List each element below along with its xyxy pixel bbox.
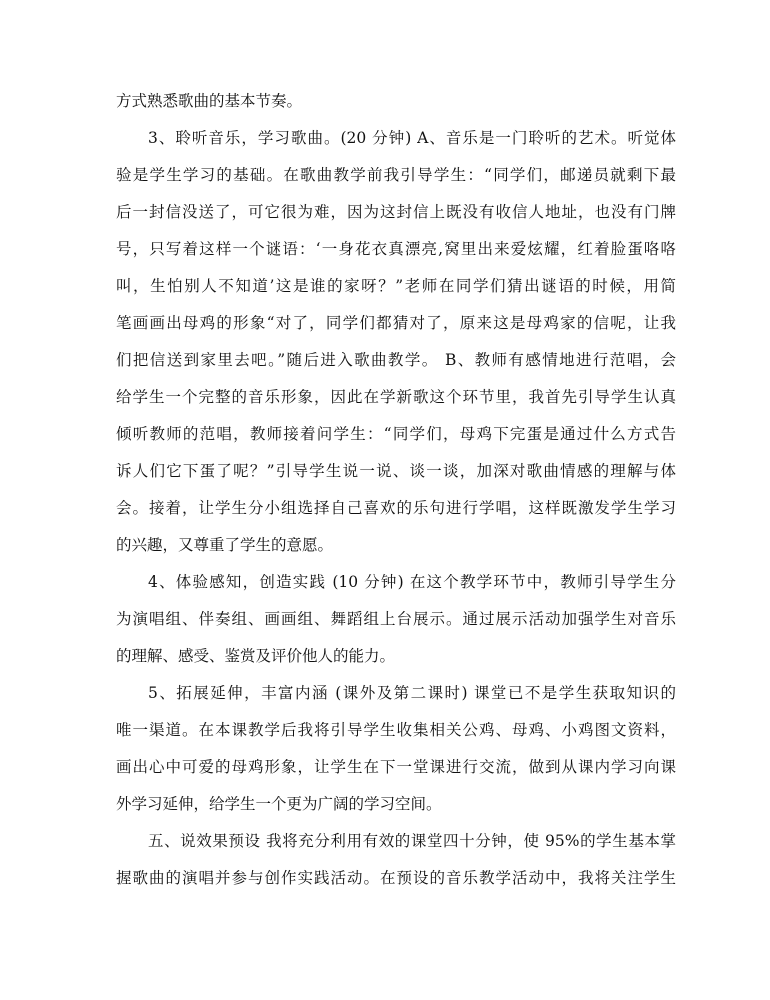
text-line: 4、体验感知，创造实践 (10 分钟) 在这个教学环节中，教师引导学生分 [148,573,676,591]
text-line: 5、拓展延伸，丰富内涵 (课外及第二课时) 课堂已不是学生获取知识的 [148,684,676,702]
text-line: 笔画画出母鸡的形象“对了，同学们都猜对了，原来这是母鸡家的信呢，让我 [116,314,676,332]
text-line: 为演唱组、伴奏组、画画组、舞蹈组上台展示。通过展示活动加强学生对音乐 [116,610,676,628]
text-line: 后一封信没送了，可它很为难，因为这封信上既没有收信人地址，也没有门牌 [116,203,676,221]
text-line: 方式熟悉歌曲的基本节奏。 [116,92,303,110]
text-line: 唯一渠道。在本课教学后我将引导学生收集相关公鸡、母鸡、小鸡图文资料， [116,721,676,739]
text-line: 诉人们它下蛋了呢？”引导学生说一说、谈一谈，加深对歌曲情感的理解与体 [116,462,676,480]
text-line: 验是学生学习的基础。在歌曲教学前我引导学生：“同学们，邮递员就剩下最 [116,166,676,184]
text-line: 3、聆听音乐，学习歌曲。(20 分钟) A、音乐是一门聆听的艺术。听觉体 [148,129,676,147]
text-line: 叫，生怕别人不知道’这是谁的家呀？”老师在同学们猜出谜语的时候，用简 [116,277,676,295]
text-line: 握歌曲的演唱并参与创作实践活动。在预设的音乐教学活动中，我将关注学生 [116,869,676,887]
text-line: 五、说效果预设 我将充分利用有效的课堂四十分钟，使 95%的学生基本掌 [148,832,676,850]
text-line: 外学习延伸，给学生一个更为广阔的学习空间。 [116,795,442,813]
text-line: 倾听教师的范唱，教师接着问学生：“同学们，母鸡下完蛋是通过什么方式告 [116,425,676,443]
text-line: 给学生一个完整的音乐形象，因此在学新歌这个环节里，我首先引导学生认真 [116,388,676,406]
text-line: 的理解、感受、鉴赏及评价他人的能力。 [116,647,396,665]
text-line: 画出心中可爱的母鸡形象，让学生在下一堂课进行交流，做到从课内学习向课 [116,758,676,776]
text-line: 会。接着，让学生分小组选择自己喜欢的乐句进行学唱，这样既激发学生学习 [116,499,676,517]
text-line: 的兴趣，又尊重了学生的意愿。 [116,536,334,554]
text-line: 们把信送到家里去吧。”随后进入歌曲教学。 B、教师有感情地进行范唱，会 [116,351,676,369]
text-line: 号，只写着这样一个谜语：‘一身花衣真漂亮,窝里出来爱炫耀，红着脸蛋咯咯 [116,240,676,258]
